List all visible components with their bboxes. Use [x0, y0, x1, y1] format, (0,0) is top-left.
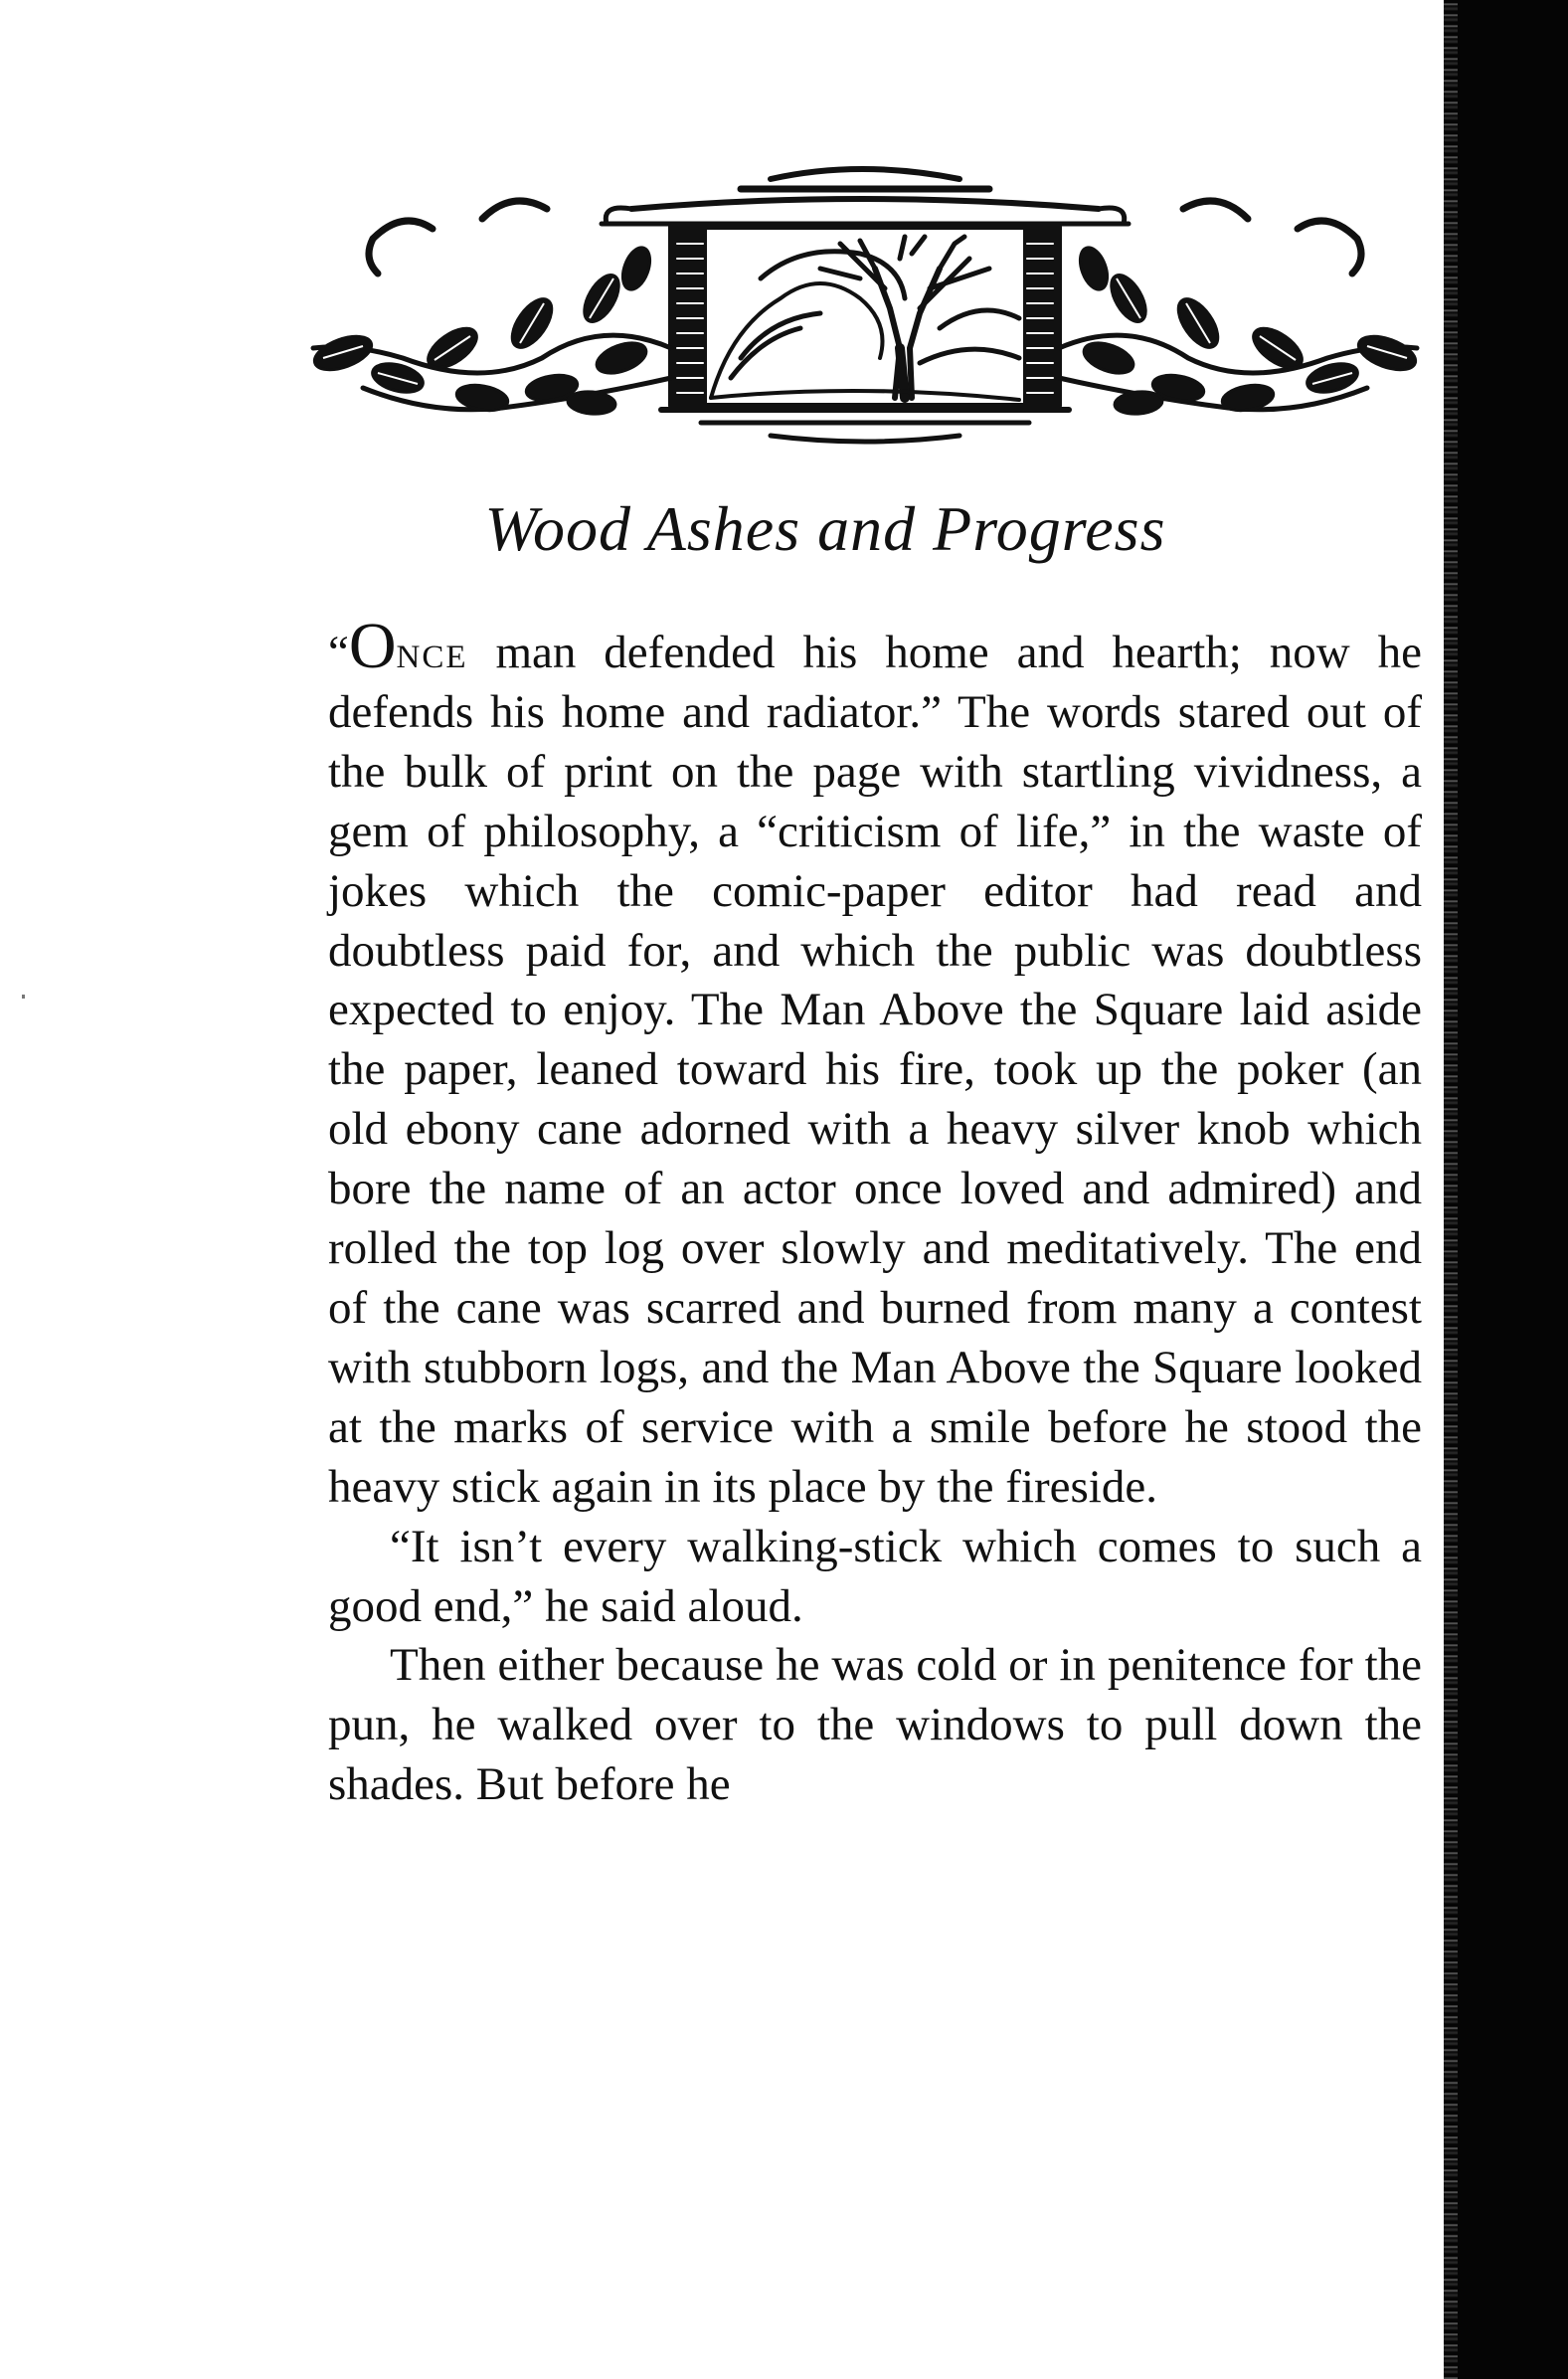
- paragraph-1-text: man defended his home and hearth; now he defends his home and radiator.” The words stared out of the bulk of print on the page with startling vividness, a gem of philosophy, a “criticism of life,” in the waste of jokes which the comic-paper editor had read and doubtless paid for, and which the public was doubtless expected to enjoy. The Man Above the Square laid aside the paper, leaned toward his fire, took up the poker (an old ebony cane adorned with a heavy silver knob which bore the name of an actor once loved and admired) and rolled the top log over slowly and meditatively. The end of the cane was scarred and burned from many a contest with stubborn logs, and the Man Above the Square looked at the marks of service with a smile before he stood the heavy stick again in its place by the fireside.: [328, 627, 1422, 1513]
- binding-fringe: [1444, 0, 1458, 2379]
- paragraph-1: [328, 610, 1422, 1518]
- tree-landscape-headpiece-icon: [303, 149, 1427, 458]
- opening-quote: “: [328, 627, 349, 678]
- chapter-title: Wood Ashes and Progress: [484, 493, 1166, 564]
- drop-cap: O: [348, 610, 397, 682]
- paragraph-2: “It isn’t every walking-stick which comes to such a good end,” he said aloud.: [328, 1520, 1422, 1632]
- scan-speck: [22, 995, 25, 999]
- body-text: [328, 610, 1422, 1815]
- small-caps-word: nce: [396, 627, 468, 678]
- paragraph-3: Then either because he was cold or in penitence for the pun, he walked over to the windows to pull down the shades. But before he: [328, 1639, 1422, 1811]
- book-binding-edge: [1454, 0, 1568, 2379]
